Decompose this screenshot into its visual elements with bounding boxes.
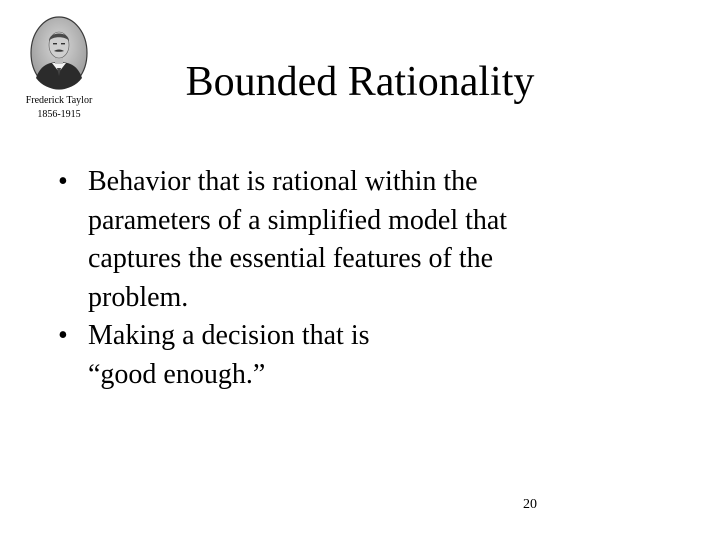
portrait-image	[30, 16, 88, 90]
portrait-caption-years: 1856-1915	[37, 109, 81, 120]
page-number: 20	[523, 497, 537, 512]
bullet-line: Behavior that is rational within the	[88, 166, 478, 197]
bullet-line: Making a decision that is	[88, 320, 370, 351]
slide-title: Bounded Rationality	[185, 59, 535, 105]
bullet-item	[58, 317, 618, 394]
bullet-item	[58, 163, 618, 317]
bullet-list	[58, 163, 618, 394]
bullet-dot-icon: •	[58, 166, 68, 197]
portrait-caption-name: Frederick Taylor	[25, 95, 93, 106]
bullet-line: problem.	[88, 281, 189, 313]
bullet-line: captures the essential features of the	[88, 243, 494, 274]
bullet-dot-icon: •	[58, 320, 68, 351]
bullet-line: “good enough.”	[88, 358, 266, 390]
portrait-caption	[14, 94, 104, 122]
bullet-line: parameters of a simplified model that	[88, 204, 508, 236]
portrait-icon	[30, 16, 88, 90]
